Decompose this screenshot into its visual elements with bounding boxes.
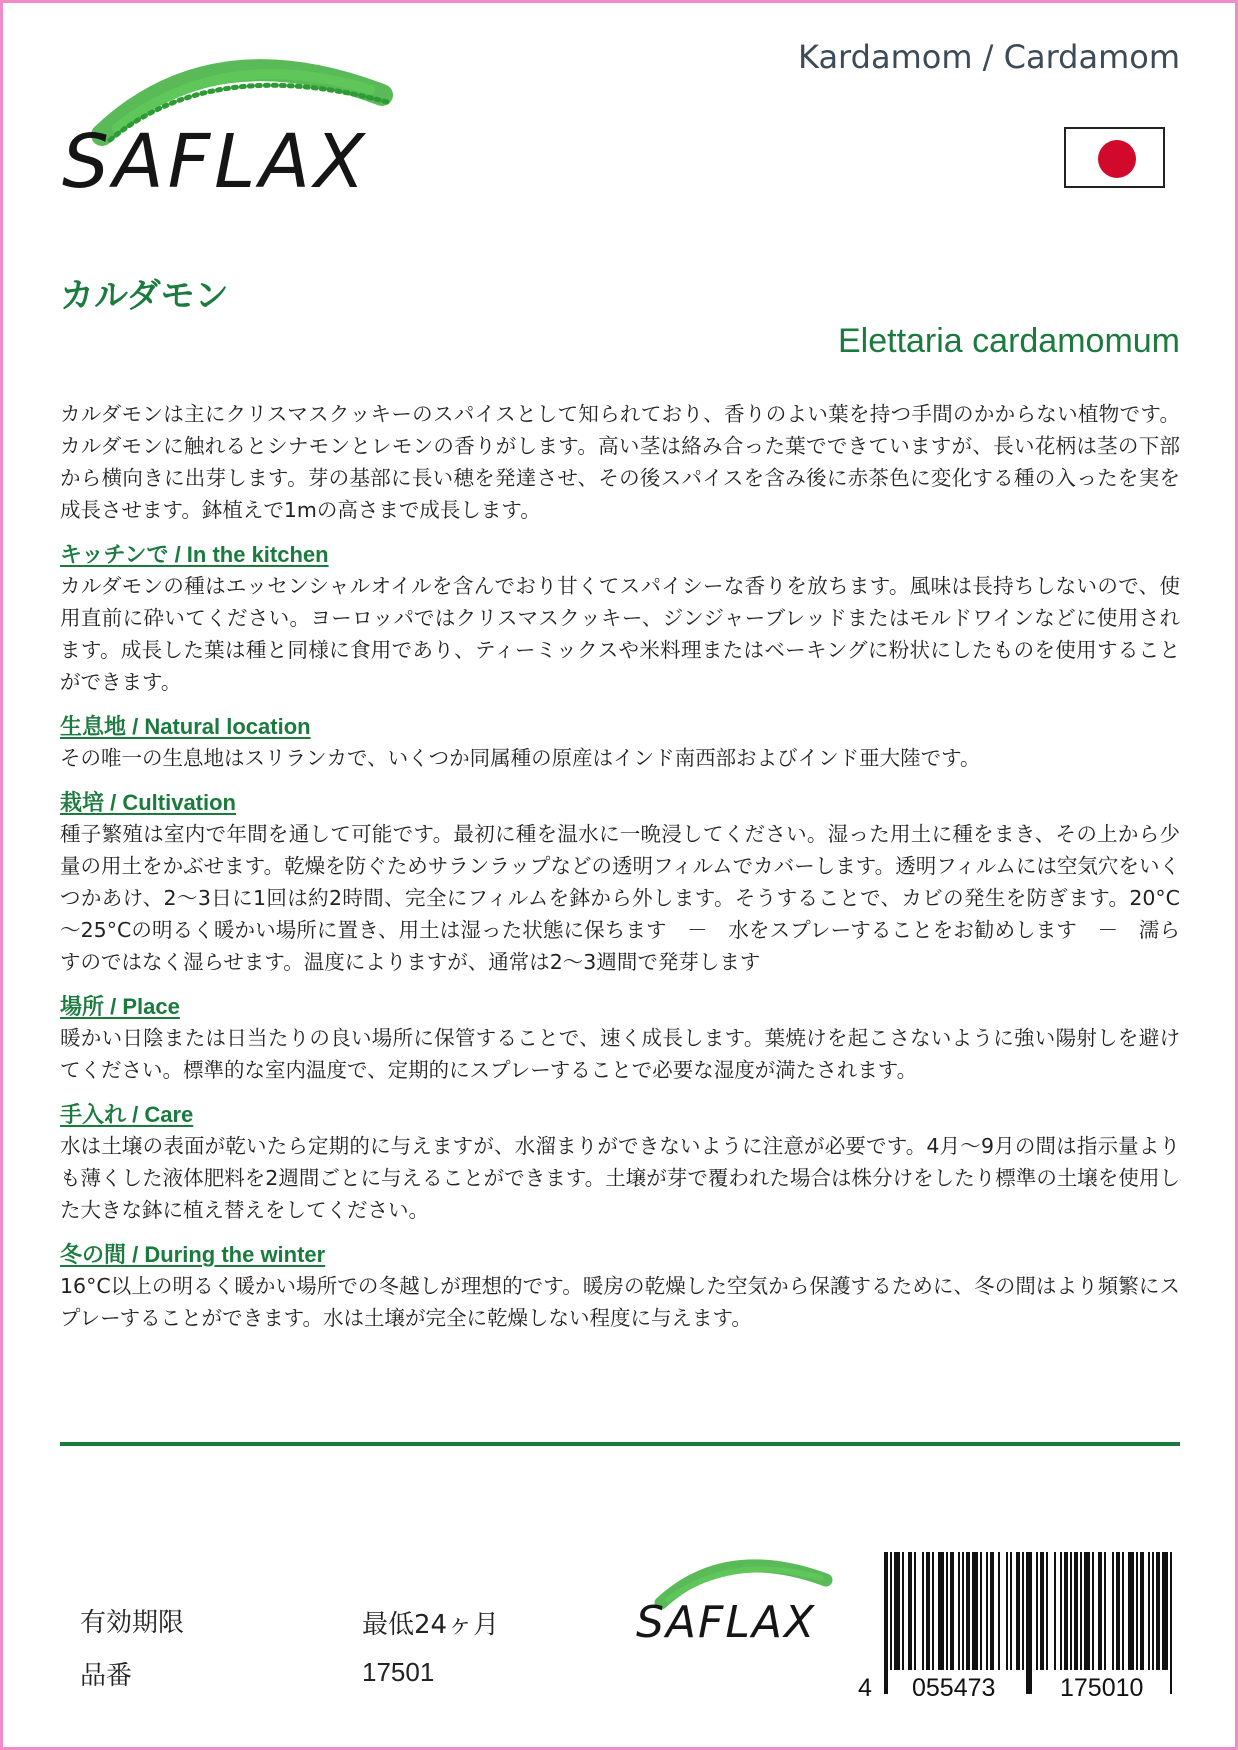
barcode-bar (966, 1552, 970, 1670)
barcode-bar (1156, 1552, 1160, 1670)
section-kitchen (60, 540, 1180, 698)
barcode-bar (1070, 1552, 1072, 1670)
section-place (60, 992, 1180, 1086)
barcode-bar (1148, 1552, 1150, 1670)
barcode-bar (1112, 1552, 1114, 1670)
barcode (880, 1552, 1180, 1694)
japanese-title: カルダモン (60, 276, 229, 316)
barcode-bar (894, 1552, 900, 1670)
barcode-bar (1080, 1552, 1082, 1670)
barcode-bar (1104, 1552, 1106, 1670)
barcode-bar (946, 1552, 948, 1670)
barcode-bar (1162, 1552, 1168, 1670)
barcode-bar (914, 1552, 916, 1670)
section-care (60, 1100, 1180, 1226)
content (60, 398, 1180, 1334)
section-body: 暖かい日陰または日当たりの良い場所に保管することで、速く成長します。葉焼けを起こさないように強い陽射しを避けてください。標準的な室内温度で、定期的にスプレーすることで必要な湿度が満たされます。 (60, 1026, 1180, 1082)
barcode-bar (1064, 1552, 1068, 1670)
barcode-bar (1060, 1552, 1062, 1670)
barcode-bar (972, 1552, 978, 1670)
barcode-bar (980, 1552, 982, 1670)
section-body: 種子繁殖は室内で年間を通して可能です。最初に種を温水に一晩浸してください。湿った用土に種をまき、その上から少量の用土をかぶせます。乾燥を防ぐためサランラップなどの透明フィルムでカバーします。透明フィルムには空気穴をいくつかあけ、2～3日に1回は約2時間、完全にフィルムを鉢から外します。そうすることで、カビの発生を防ぎます。20°C～25°Cの明るく暖かい場所に置き、用土は湿った状態に保ちます － 水をスプレーすることをお勧めします － 濡らすのではなく湿らせます。温度によりますが、通常は2～3週間で発芽します (60, 822, 1180, 974)
japan-flag-icon (1064, 127, 1165, 188)
section-heading: キッチンで / In the kitchen (60, 542, 329, 567)
intro-text: カルダモンは主にクリスマスクッキーのスパイスとして知られており、香りのよい葉を持つ手間のかからない植物です。カルダモンに触れるとシナモンとレモンの香りがします。高い茎は絡み合った葉でできていますが、長い花柄は茎の下部から横向きに出芽します。芽の基部に長い穂を発達させ、その後スパイスを含み後に赤茶色に変化する種の入ったを実を成長させます。鉢植えで1mの高さまで成長します。 (60, 402, 1180, 522)
barcode-bar (884, 1552, 888, 1694)
barcode-bar (1010, 1552, 1012, 1670)
barcode-bar (1036, 1552, 1038, 1670)
section-heading: 冬の間 / During the winter (60, 1242, 326, 1267)
barcode-bar (1116, 1552, 1120, 1670)
barcode-bar (890, 1552, 892, 1670)
barcode-bar (932, 1552, 934, 1670)
section-body: カルダモンの種はエッセンシャルオイルを含んでおり甘くてスパイシーな香りを放ちます。風味は長持ちしないので、使用直前に砕いてください。ヨーロッパではクリスマスクッキー、ジンジャーブレッドまたはモルドワインなどに使用されます。成長した葉は種と同様に食用であり、ティーミックスや米料理またはベーキングに粉状にしたものを使用することができます。 (60, 574, 1180, 694)
barcode-bar (1140, 1552, 1144, 1670)
barcode-bar (986, 1552, 988, 1670)
barcode-bar (1098, 1552, 1102, 1670)
section-body: その唯一の生息地はスリランカで、いくつか同属種の原産はインド南西部およびインド亜大陸です。 (60, 746, 981, 770)
footer-brand-name: SAFLAX (636, 1597, 817, 1648)
section-body: 16°C以上の明るく暖かい場所での冬越しが理想的です。暖房の乾燥した空気から保護するために、冬の間はより頻繁にスプレーすることができます。水は土壌が完全に乾燥しない程度に与えます。 (60, 1274, 1180, 1330)
barcode-bar (922, 1552, 924, 1670)
footer-brand-logo (636, 1548, 836, 1648)
barcode-bar (1170, 1552, 1172, 1694)
barcode-bar (1136, 1552, 1138, 1670)
barcode-right-digits: 175010 (1060, 1674, 1144, 1702)
barcode-bar (1152, 1552, 1154, 1670)
barcode-bar (1084, 1552, 1090, 1670)
section-body: 水は土壌の表面が乾いたら定期的に与えますが、水溜まりができないように注意が必要です。4月～9月の間は指示量よりも薄くした液体肥料を2週間ごとに与えることができます。土壌が芽で覆われた場合は株分けをしたり標準の土壌を使用した大きな鉢に植え替えをしてください。 (60, 1134, 1180, 1222)
barcode-bar (902, 1552, 904, 1670)
section-heading: 場所 / Place (60, 994, 180, 1019)
barcode-bar (1040, 1552, 1044, 1670)
barcode-bar (1046, 1552, 1048, 1670)
barcode-bar (1092, 1552, 1094, 1670)
barcode-bar (1026, 1552, 1032, 1694)
barcode-bar (1006, 1552, 1008, 1670)
latin-title: Elettaria cardamomum (837, 322, 1180, 360)
barcode-bar (926, 1552, 930, 1670)
expiry-label: 有効期限 (80, 1608, 185, 1638)
section-heading: 栽培 / Cultivation (60, 790, 237, 815)
barcode-bar (962, 1552, 964, 1670)
barcode-bar (1054, 1552, 1056, 1670)
expiry-value: 最低24ヶ月 (362, 1610, 500, 1640)
barcode-bar (1016, 1552, 1020, 1670)
barcode-bar (1122, 1552, 1124, 1670)
barcode-bar (1022, 1552, 1024, 1670)
barcode-bar (1128, 1552, 1134, 1670)
brand-name: SAFLAX (62, 119, 369, 205)
barcode-first-digit: 4 (858, 1674, 872, 1702)
section-winter (60, 1240, 1180, 1334)
barcode-bar (998, 1552, 1000, 1670)
barcode-bar (908, 1552, 912, 1670)
barcode-bar (950, 1552, 954, 1670)
section-heading: 生息地 / Natural location (60, 714, 311, 739)
section-natural-location (60, 712, 1180, 774)
section-heading: 手入れ / Care (60, 1102, 194, 1127)
item-number-value: 17501 (362, 1657, 435, 1687)
divider-line (60, 1442, 1180, 1446)
product-name: Kardamom / Cardamom (798, 38, 1180, 76)
flag-red-disc (1098, 140, 1136, 178)
section-cultivation (60, 788, 1180, 978)
item-number-label: 品番 (80, 1661, 133, 1691)
brand-logo (62, 40, 402, 205)
barcode-bar (958, 1552, 960, 1670)
barcode-bar (1074, 1552, 1078, 1670)
barcode-left-digits: 055473 (912, 1674, 996, 1702)
barcode-bar (990, 1552, 994, 1670)
barcode-bar (938, 1552, 944, 1670)
